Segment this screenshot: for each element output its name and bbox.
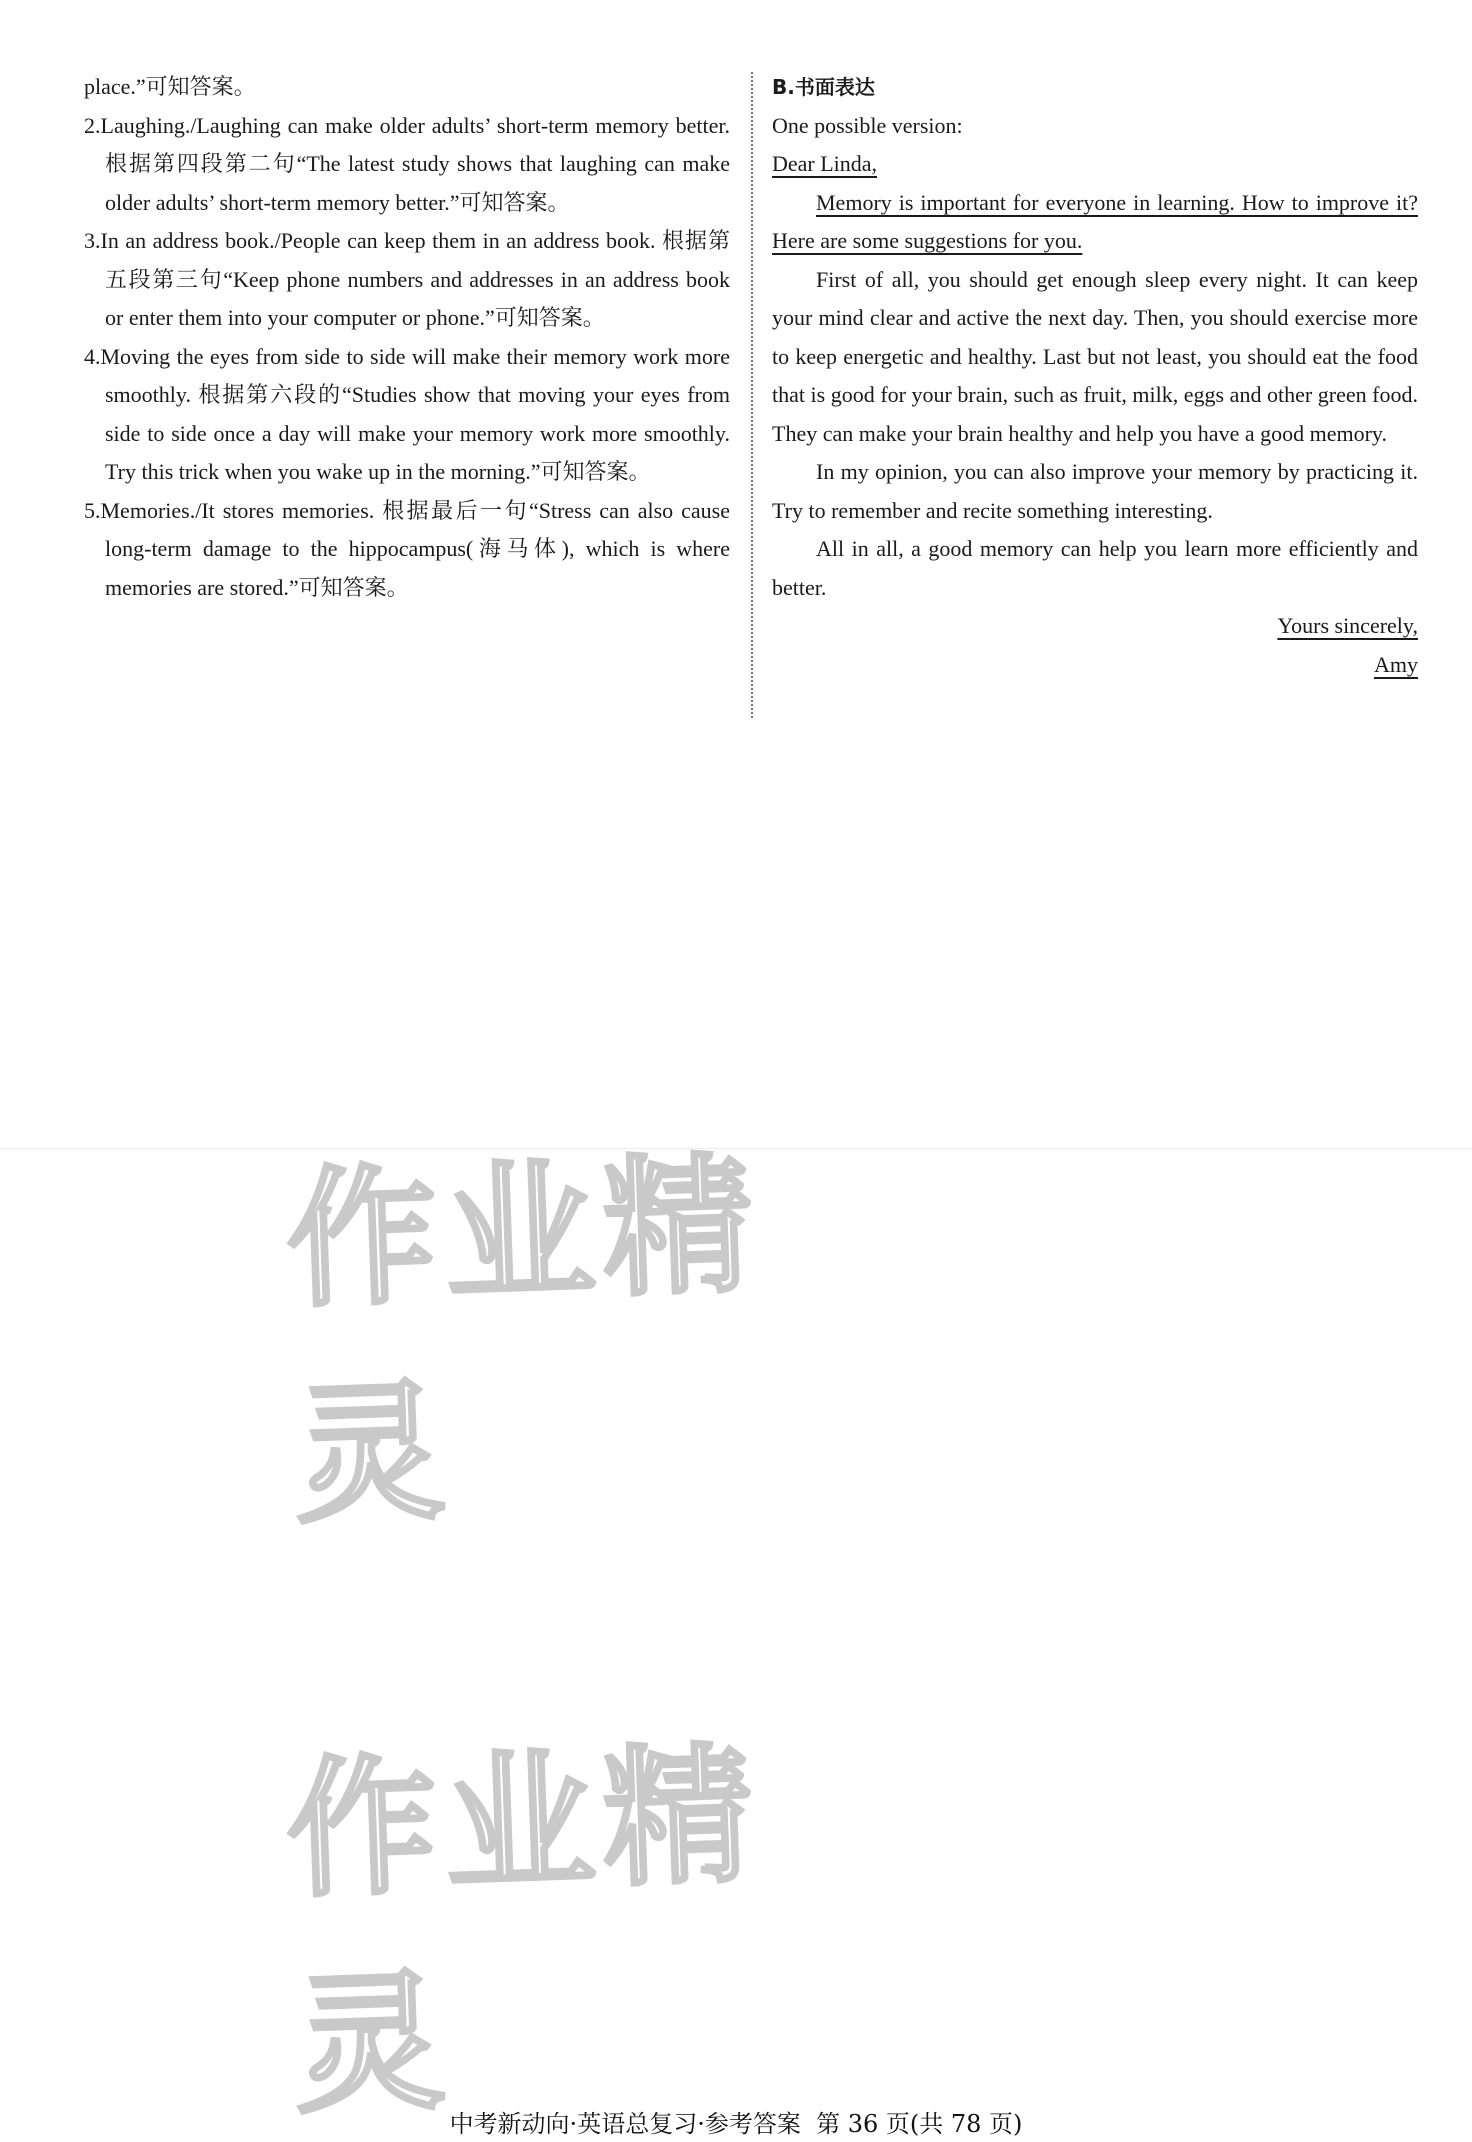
letter-paragraph-3: All in all, a good memory can help you learn more efficiently and better.: [772, 536, 1418, 600]
page-footer: [0, 2104, 1472, 2139]
letter-opening: Memory is important for everyone in learning. How to improve it? Here are some suggestions for you.: [772, 189, 1418, 253]
continued-answer: place.”可知答案。: [84, 74, 256, 99]
answer-item-4: 4.Moving the eyes from side to side will make their memory work more smoothly. 根据第六段的“Studies show that moving your eyes from side to side once a day will make your memory work more smoothly. Try this trick when you wake up in the morning.”可知答案。: [84, 343, 730, 484]
column-divider: [751, 72, 753, 718]
answer-item-5: 5.Memories./It stores memories. 根据最后一句“Stress can also cause long-term damage to the hippocampus(海马体), which is where memories are stored.”可知答案。: [84, 497, 730, 600]
answer-item-3: 3.In an address book./People can keep them in an address book. 根据第五段第三句“Keep phone numbers and addresses in an address book or enter them into your computer or phone.”可知答案。: [84, 228, 730, 330]
letter-greeting: Dear Linda,: [772, 151, 878, 176]
letter-closing: Yours sincerely,: [1277, 613, 1418, 638]
answer-item-2: 2.Laughing./Laughing can make older adults’ short-term memory better. 根据第四段第二句“The latest study shows that laughing can make older adults’ short-term memory better.”可知答案。: [84, 112, 730, 215]
left-column: [84, 68, 730, 607]
footer-page-number: 第 36 页(共 78 页): [816, 2110, 1023, 2138]
watermark-top: 作业精灵: [283, 1138, 764, 1545]
letter-paragraph-1: First of all, you should get enough sleep every night. It can keep your mind clear and active the next day. Then, you should exercise more to keep energetic and healthy. Last but not least, you should eat the food that is good for your brain, such as fruit, milk, eggs and other green food. They can make your brain healthy and help you have a good memory.: [772, 266, 1418, 446]
section-heading: B.书面表达: [772, 75, 875, 99]
letter-paragraph-2: In my opinion, you can also improve your memory by practicing it. Try to remember and recite something interesting.: [772, 459, 1418, 523]
version-intro: One possible version:: [772, 112, 963, 138]
footer-title: 中考新动向·英语总复习·参考答案: [449, 2110, 801, 2138]
letter-signature: Amy: [1374, 651, 1418, 677]
right-column: [772, 68, 1418, 684]
watermark-bottom: 作业精灵: [283, 1728, 764, 2135]
